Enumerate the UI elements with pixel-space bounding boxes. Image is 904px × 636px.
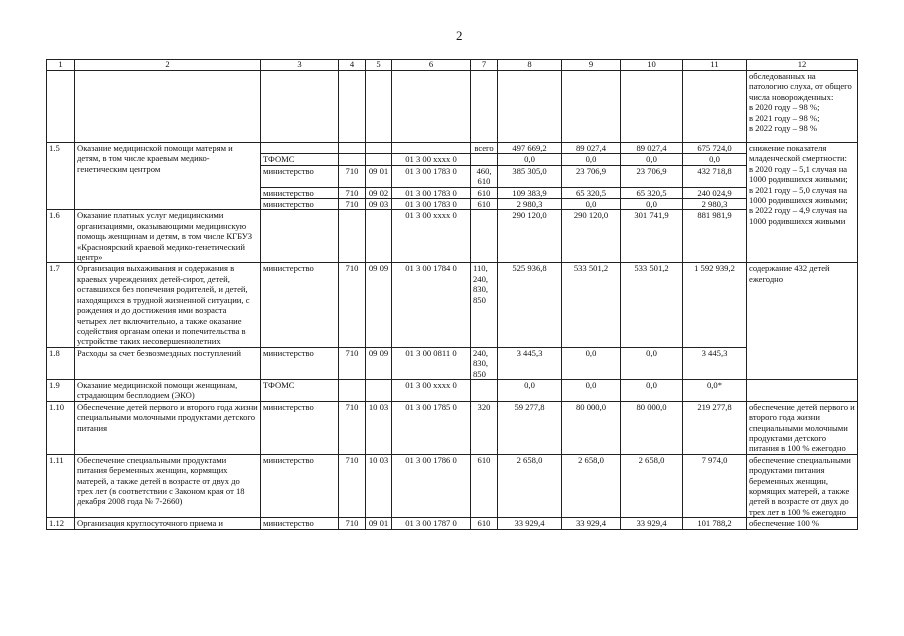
table-row: министерство 710 09 03 01 3 00 1783 0 610 2 980,3 0,0 0,0 2 980,3 [47,199,858,210]
col-num-1: 1 [47,60,75,71]
measure-name: Организация выхаживания и содержания в краевых учреждениях детей-сирот, детей, оставшихся без попечения родителей, и детей, находящихся в трудной жизненной ситуации, с рождения и до достижения ими возраста четырех лет включительно, а также оказание содействия органам опеки и попечительства в устройстве таких несовершеннолетних [75,263,261,347]
result-cell: обследованных на патологию слуха, от общего числа новорожденных: в 2020 году – 98 %; в 2021 году – 98 %; в 2022 году – 98 % [747,71,858,143]
row-number: 1.7 [47,263,75,347]
table-row: 1.10 Обеспечение детей первого и второго года жизни специальными молочными продуктами детского питания министерство 710 10 03 01 3 00 1785 0 320 59 277,8 80 000,0 80 000,0 219 277,8 обеспечение детей первого и второго года жизни специальными молочными продуктами детского питания в 100 % ежегодно [47,401,858,454]
row-number: 1.8 [47,347,75,379]
measure-name: Оказание медицинской помощи матерям и детям, в том числе краевым медико-генетическим центром [75,143,261,210]
measure-name: Организация круглосуточного приема и [75,518,261,529]
row-number: 1.10 [47,401,75,454]
page-number: 2 [456,28,463,43]
table-row: 1.8 Расходы за счет безвозмездных поступлений министерство 710 09 09 01 3 00 0811 0 240, 830, 850 3 445,3 0,0 0,0 3 445,3 [47,347,858,379]
col-num-5: 5 [366,60,392,71]
table-row: 1.9 Оказание медицинской помощи женщинам, страдающим бесплодием (ЭКО) ТФОМС 01 3 00 xxxx 0 0,0 0,0 0,0 0,0* [47,379,858,401]
table-row: министерство 710 09 01 01 3 00 1783 0 460, 610 385 305,0 23 706,9 23 706,9 432 718,8 [47,165,858,187]
measure-name: Обеспечение детей первого и второго года жизни специальными молочными продуктами детского питания [75,401,261,454]
result-cell: обеспечение детей первого и второго года жизни специальными молочными продуктами детского питания в 100 % ежегодно [747,401,858,454]
row-number: 1.12 [47,518,75,529]
result-cell: обеспечение специальными продуктами питания беременных женщин, кормящих матерей, а также детей в возрасте от двух до трех лет в 100 % ежегодно [747,454,858,517]
measure-name: Обеспечение специальными продуктами питания беременных женщин, кормящих матерей, а также детей в возрасте от двух до трех лет (в соответствии с Законом края от 18 декабря 2008 года № 7-2660) [75,454,261,517]
row-number: 1.11 [47,454,75,517]
row-number: 1.5 [47,143,75,210]
row-number: 1.6 [47,210,75,263]
table-row: 1.12 Организация круглосуточного приема и министерство 710 09 01 01 3 00 1787 0 610 33 929,4 33 929,4 33 929,4 101 788,2 обеспечение 100 % [47,518,858,529]
col-num-11: 11 [683,60,747,71]
result-cell: обеспечение 100 % [747,518,858,529]
col-num-10: 10 [621,60,683,71]
col-num-8: 8 [498,60,562,71]
measure-name: Оказание медицинской помощи женщинам, страдающим бесплодием (ЭКО) [75,379,261,401]
result-cell: снижение показателя младенческой смертности: в 2020 году – 5,1 случая на 1000 родившихся живыми; в 2021 году – 5,0 случая на 1000 родившихся живыми; в 2022 году – 4,9 случая на 1000 родившихся живыми [747,143,858,263]
col-num-4: 4 [339,60,366,71]
result-cell: содержание 432 детей ежегодно [747,263,858,379]
col-num-6: 6 [392,60,471,71]
table-row: 1.7 Организация выхаживания и содержания в краевых учреждениях детей-сирот, детей, оставшихся без попечения родителей, и детей, находящихся в трудной жизненной ситуации, с рождения и до достижения ими возраста четырех лет включительно, а также оказание содействия органам опеки и попечительства в устройстве таких несовершеннолетних министерство 710 09 09 01 3 00 1784 0 110, 240, 830, 850 525 936,8 533 501,2 533 501,2 1 592 939,2 содержание 432 детей ежегодно [47,263,858,347]
table-row: 1.5 Оказание медицинской помощи матерям и детям, в том числе краевым медико-генетическим центром всего 497 669,2 89 027,4 89 027,4 675 724,0 снижение показателя младенческой смертности: в 2020 году – 5,1 случая на 1000 родившихся живыми; в 2021 году – 5,0 случая на 1000 родившихся живыми; в 2022 году – 4,9 случая на 1000 родившихся живыми [47,143,858,154]
col-num-3: 3 [261,60,339,71]
table-row: ТФОМС 01 3 00 xxxx 0 0,0 0,0 0,0 0,0 [47,154,858,165]
table-row [47,71,858,143]
col-num-12: 12 [747,60,858,71]
col-num-7: 7 [471,60,498,71]
column-number-row [47,60,858,71]
col-num-9: 9 [562,60,621,71]
table-row: 1.11 Обеспечение специальными продуктами питания беременных женщин, кормящих матерей, а также детей в возрасте от двух до трех лет (в соответствии с Законом края от 18 декабря 2008 года № 7-2660) министерство 710 10 03 01 3 00 1786 0 610 2 658,0 2 658,0 2 658,0 7 974,0 обеспечение специальными продуктами питания беременных женщин, кормящих матерей, а также детей в возрасте от двух до трех лет в 100 % ежегодно [47,454,858,517]
row-number: 1.9 [47,379,75,401]
col-num-2: 2 [75,60,261,71]
table-row: министерство 710 09 02 01 3 00 1783 0 610 109 383,9 65 320,5 65 320,5 240 024,9 [47,187,858,198]
measure-name: Расходы за счет безвозмездных поступлений [75,347,261,379]
result-cell [747,379,858,401]
program-table [46,59,858,530]
measure-name: Оказание платных услуг медицинскими организациями, оказывающими медицинскую помощь женщинам и детям, в том числе КГБУЗ «Красноярский краевой медико-генетический центр» [75,210,261,263]
table-row: 1.6 Оказание платных услуг медицинскими организациями, оказывающими медицинскую помощь женщинам и детям, в том числе КГБУЗ «Красноярский краевой медико-генетический центр» 01 3 00 xxxx 0 290 120,0 290 120,0 301 741,9 881 981,9 [47,210,858,263]
